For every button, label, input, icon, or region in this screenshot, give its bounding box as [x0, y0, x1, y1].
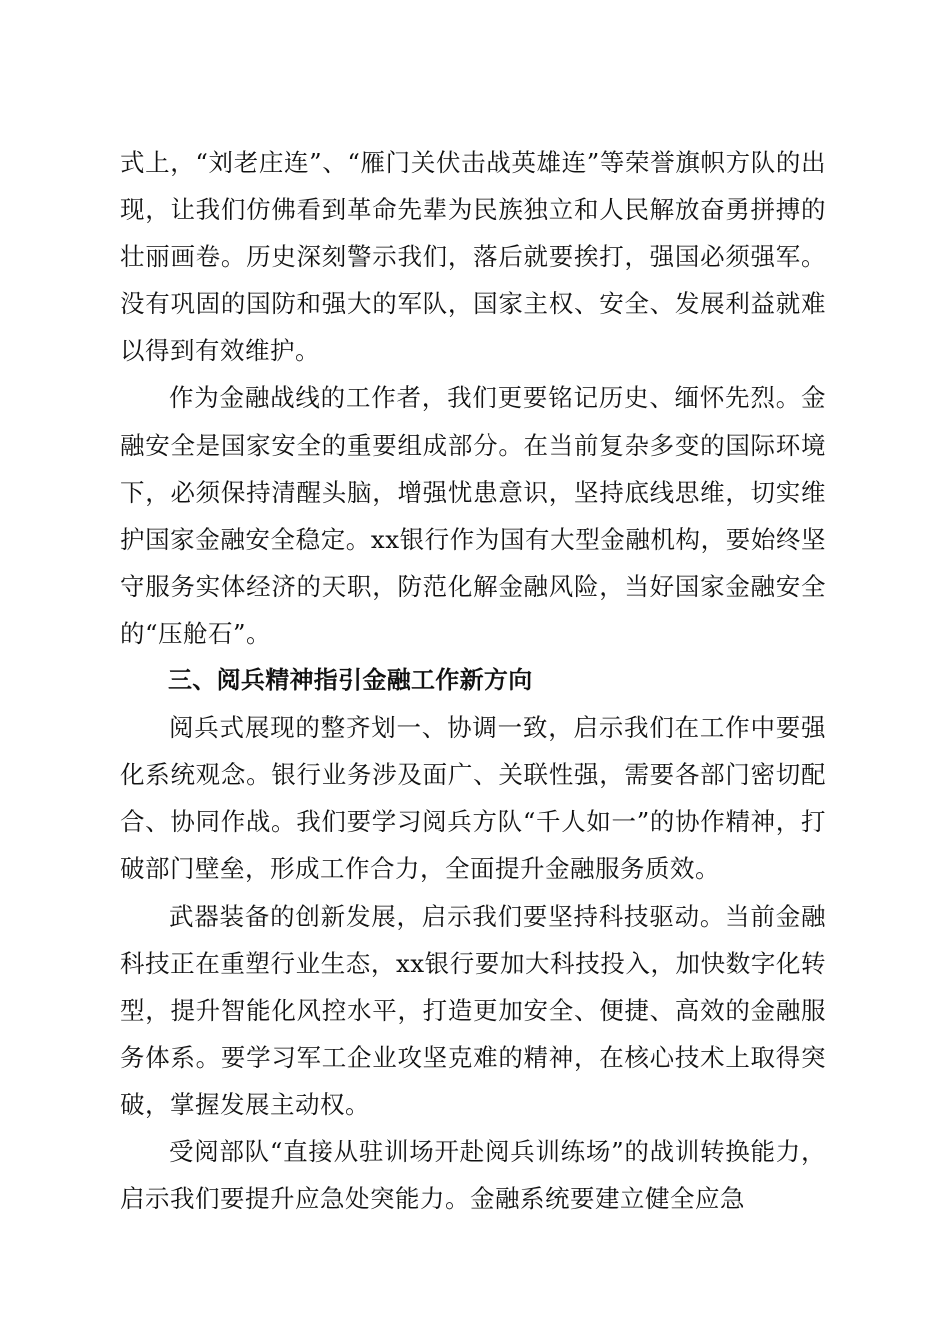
section-heading-3: 三、阅兵精神指引金融工作新方向 — [168, 666, 533, 695]
paragraph-tech-driven: 武器装备的创新发展，启示我们要坚持科技驱动。当前金融科技正在重塑行业生态，xx银行要加大科技投入，加快数字化转型，提升智能化风控水平，打造更加安全、便捷、高效的金融服务体系。要学习军工企业攻坚克难的精神，在核心技术上取得突破，掌握发展主动权。 — [120, 901, 826, 1119]
paragraph-financial-security: 作为金融战线的工作者，我们更要铭记历史、缅怀先烈。金融安全是国家安全的重要组成部分。在当前复杂多变的国际环境下，必须保持清醒头脑，增强忧患意识，坚持底线思维，切实维护国家金融安全稳定。xx银行作为国有大型金融机构，要始终坚守服务实体经济的天职，防范化解金融风险，当好国家金融安全的“压舱石”。 — [120, 383, 826, 648]
paragraph-emergency-response: 受阅部队“直接从驻训场开赴阅兵训练场”的战训转换能力，启示我们要提升应急处突能力。金融系统要建立健全应急 — [120, 1136, 826, 1214]
paragraph-history-lesson: 式上，“刘老庄连”、“雁门关伏击战英雄连”等荣誉旗帜方队的出现，让我们仿佛看到革命先辈为民族独立和人民解放奋勇拼搏的壮丽画卷。历史深刻警示我们，落后就要挨打，强国必须强军。没有巩固的国防和强大的军队，国家主权、安全、发展利益就难以得到有效维护。 — [120, 148, 826, 366]
paragraph-system-concept: 阅兵式展现的整齐划一、协调一致，启示我们在工作中要强化系统观念。银行业务涉及面广、关联性强，需要各部门密切配合、协同作战。我们要学习阅兵方队“千人如一”的协作精神，打破部门壁垒，形成工作合力，全面提升金融服务质效。 — [120, 713, 826, 884]
document-body — [120, 139, 826, 1222]
